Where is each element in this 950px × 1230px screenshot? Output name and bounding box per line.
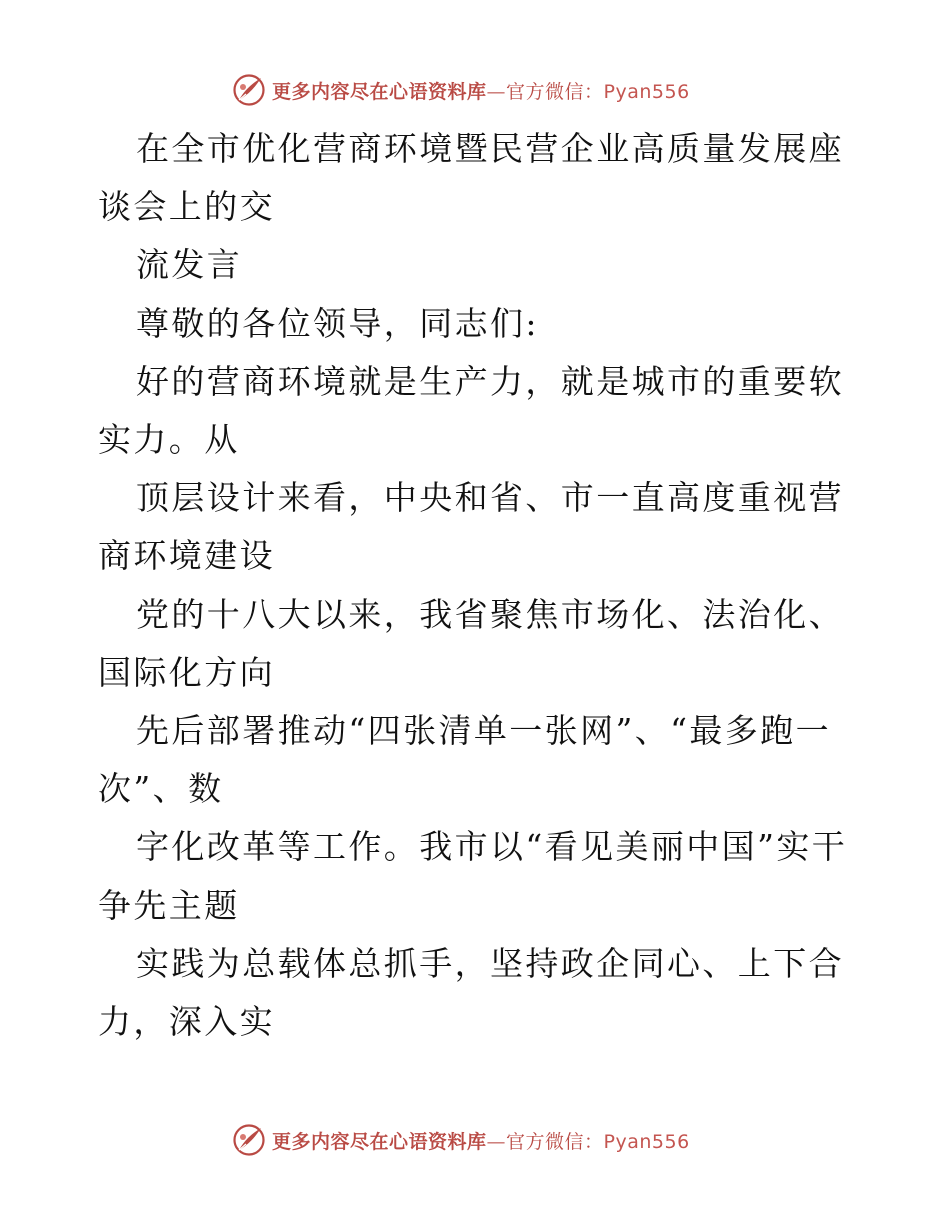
watermark-separator: — [486, 80, 507, 103]
paragraph-6: 党的十八大以来，我省聚焦市场化、法治化、国际化方向 [98, 594, 844, 692]
paragraph-2: 流发言 [136, 245, 243, 285]
document-body [98, 120, 858, 1051]
paragraph-1: 在全市优化营商环境暨民营企业高质量发展座谈会上的交 [98, 129, 844, 227]
paragraph-7: 先后部署推动“四张清单一张网”、“最多跑一次”、数 [98, 711, 832, 809]
watermark-contact: 官方微信： [506, 1130, 604, 1153]
footer-watermark [232, 1123, 690, 1157]
quill-pen-logo-icon [232, 73, 266, 107]
paragraph-8: 字化改革等工作。我市以“看见美丽中国”实干争先主题 [98, 827, 848, 925]
header-watermark [232, 73, 690, 107]
watermark-account: Pyan556 [603, 80, 690, 103]
watermark-contact: 官方微信： [506, 80, 604, 103]
quill-pen-logo-icon [232, 1123, 266, 1157]
watermark-brand: 更多内容尽在心语资料库 [272, 1130, 487, 1153]
watermark-account: Pyan556 [603, 1130, 690, 1153]
watermark-separator: — [486, 1130, 507, 1153]
paragraph-5: 顶层设计来看，中央和省、市一直高度重视营商环境建设 [98, 478, 844, 576]
watermark-text [272, 1127, 690, 1154]
watermark-text [272, 77, 690, 104]
paragraph-9: 实践为总载体总抓手，坚持政企同心、上下合力，深入实 [98, 943, 844, 1042]
paragraph-3: 尊敬的各位领导，同志们: [136, 303, 539, 343]
watermark-brand: 更多内容尽在心语资料库 [272, 80, 487, 103]
paragraph-4: 好的营商环境就是生产力，就是城市的重要软实力。从 [98, 361, 844, 460]
